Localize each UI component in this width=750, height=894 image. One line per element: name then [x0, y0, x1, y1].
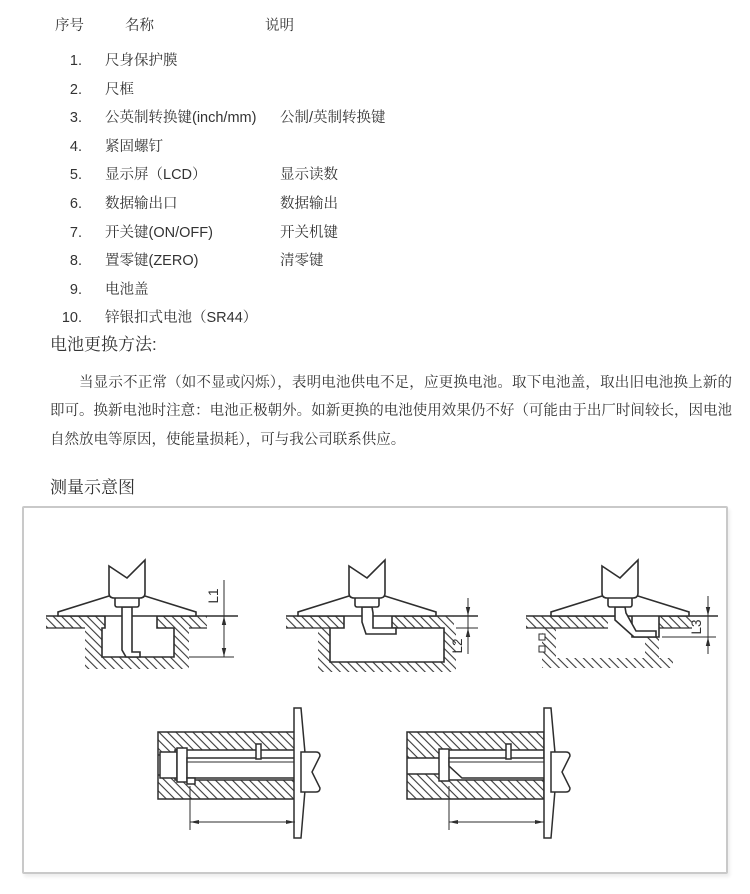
table-row [50, 308, 730, 337]
row-desc: 数据输出 [280, 195, 338, 212]
gauge-knob [551, 752, 570, 792]
figure-depth-l2 [282, 550, 497, 675]
table-row [50, 194, 730, 223]
row-name: 尺框 [105, 81, 134, 98]
row-desc [280, 80, 730, 109]
header-desc: 说明 [265, 18, 294, 34]
row-desc: 显示读数 [280, 167, 338, 184]
workpiece-hatch [526, 616, 692, 668]
row-desc [280, 280, 730, 309]
row-name: 电池盖 [105, 281, 149, 298]
figure-bore-depth-full [150, 702, 325, 842]
row-number: 2. [69, 81, 82, 98]
table-row [50, 165, 730, 194]
parts-table [50, 16, 730, 337]
battery-paragraph: 当显示不正常（如不显或闪烁），表明电池供电不足，应更换电池。取下电池盖，取出旧电池换上新的即可。换新电池时注意：电池正极朝外。如新更换的电池使用效果仍不好（可能由于出厂时间较长，因电池自然放电等原因，使能量损耗），可与我公司联系供应。 [50, 375, 732, 448]
row-desc: 清零键 [280, 253, 324, 270]
row-number: 8. [69, 253, 82, 270]
figure-depth-l3 [522, 550, 737, 675]
row-number: 10. [61, 310, 82, 327]
row-name: 显示屏（LCD） [105, 167, 207, 184]
row-number: 5. [69, 167, 82, 184]
row-desc [280, 51, 730, 80]
figure-bore-depth-step [400, 702, 575, 842]
gauge-base-blade [294, 708, 320, 838]
row-desc: 开关机键 [280, 224, 338, 241]
row-name: 开关键(ON/OFF) [105, 224, 213, 241]
row-number: 4. [69, 138, 82, 155]
gauge-knob [602, 560, 638, 598]
row-number: 6. [69, 195, 82, 212]
label-l2: L2 [450, 638, 465, 654]
row-name: 紧固螺钉 [105, 138, 163, 155]
dimension-l1 [206, 580, 226, 657]
parts-table-body [50, 51, 730, 337]
gauge-base-blade [544, 708, 570, 838]
row-number: 3. [69, 110, 82, 127]
row-name: 公英制转换键(inch/mm) [105, 110, 257, 127]
table-row [50, 51, 730, 80]
header-no: 序号 [55, 18, 84, 34]
battery-heading: 电池更换方法: [50, 335, 157, 354]
battery-section [50, 334, 732, 454]
table-row [50, 223, 730, 252]
row-name: 数据输出口 [105, 195, 178, 212]
row-name: 尺身保护膜 [105, 53, 178, 69]
row-desc [280, 137, 730, 166]
row-number: 7. [69, 224, 82, 241]
dimension-l3 [689, 596, 710, 654]
gauge-knob [301, 752, 320, 792]
parts-table-header [50, 16, 730, 36]
figure-depth-l1 [42, 550, 257, 675]
table-row [50, 251, 730, 280]
diagram-box [22, 506, 728, 874]
table-row [50, 137, 730, 166]
row-number: 9. [69, 281, 82, 298]
row-name: 锌银扣式电池（SR44） [105, 310, 258, 327]
row-desc [280, 308, 730, 337]
label-l3: L3 [689, 619, 704, 635]
table-row [50, 280, 730, 309]
table-row [50, 80, 730, 109]
label-l1: L1 [206, 588, 221, 604]
table-row [50, 108, 730, 137]
row-name: 置零键(ZERO) [105, 253, 199, 270]
gauge-knob [109, 560, 145, 598]
gauge-knob [349, 560, 385, 598]
diagram-heading: 测量示意图 [50, 478, 135, 497]
header-name: 名称 [125, 18, 154, 34]
row-number: 1. [69, 53, 82, 69]
row-desc: 公制/英制转换键 [280, 110, 386, 127]
